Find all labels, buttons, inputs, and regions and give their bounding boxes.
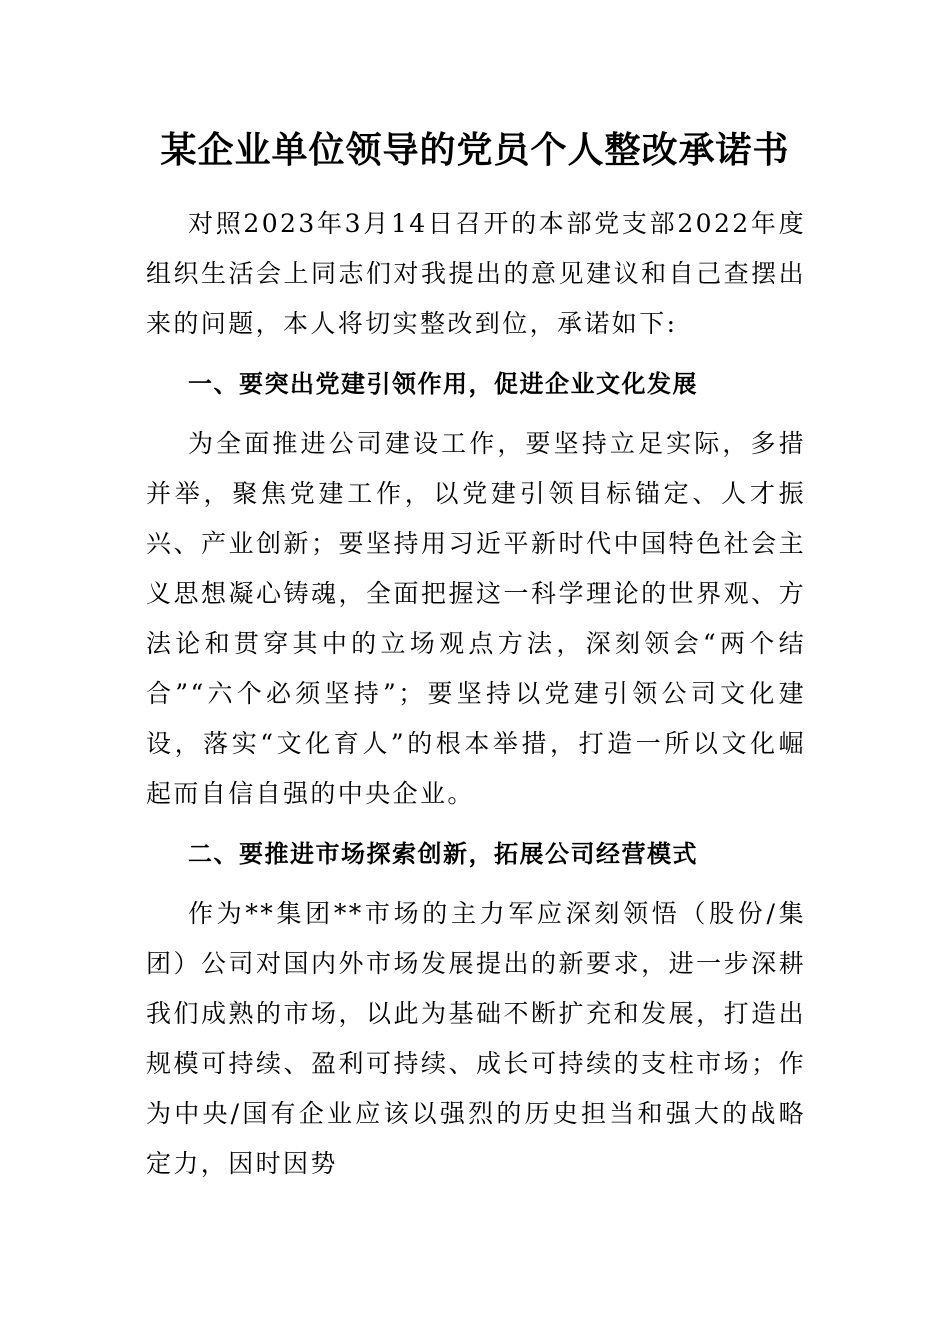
section-1-heading: 一、要突出党建引领作用，促进企业文化发展 <box>188 370 698 398</box>
section-2-heading: 二、要推进市场探索创新，拓展公司经营模式 <box>188 840 698 868</box>
document-title: 某企业单位领导的党员个人整改承诺书 <box>160 129 790 171</box>
section-2 <box>146 831 806 1189</box>
section-1 <box>146 361 806 819</box>
intro-paragraph: 对照2023年3月14日召开的本部党支部2022年度组织生活会上同志们对我提出的意见建议和自己查摆出来的问题，本人将切实整改到位，承诺如下: <box>146 209 806 338</box>
section-2-body: 作为**集团**市场的主力军应深刻领悟（股份/集团）公司对国内外市场发展提出的新要求，进一步深耕我们成熟的市场，以此为基础不断扩充和发展，打造出规模可持续、盈利可持续、成长可持续的支柱市场；作为中央/国有企业应该以强烈的历史担当和强大的战略定力，因时因势 <box>146 899 806 1178</box>
section-1-body: 为全面推进公司建设工作，要坚持立足实际，多措并举，聚焦党建工作，以党建引领目标锚定、人才振兴、产业创新；要坚持用习近平新时代中国特色社会主义思想凝心铸魂，全面把握这一科学理论的世界观、方法论和贯穿其中的立场观点方法，深刻领会“两个结合”“六个必须坚持”；要坚持以党建引领公司文化建设，落实“文化育人”的根本举措，打造一所以文化崛起而自信自强的中央企业。 <box>146 429 806 808</box>
document-body <box>146 199 806 1189</box>
